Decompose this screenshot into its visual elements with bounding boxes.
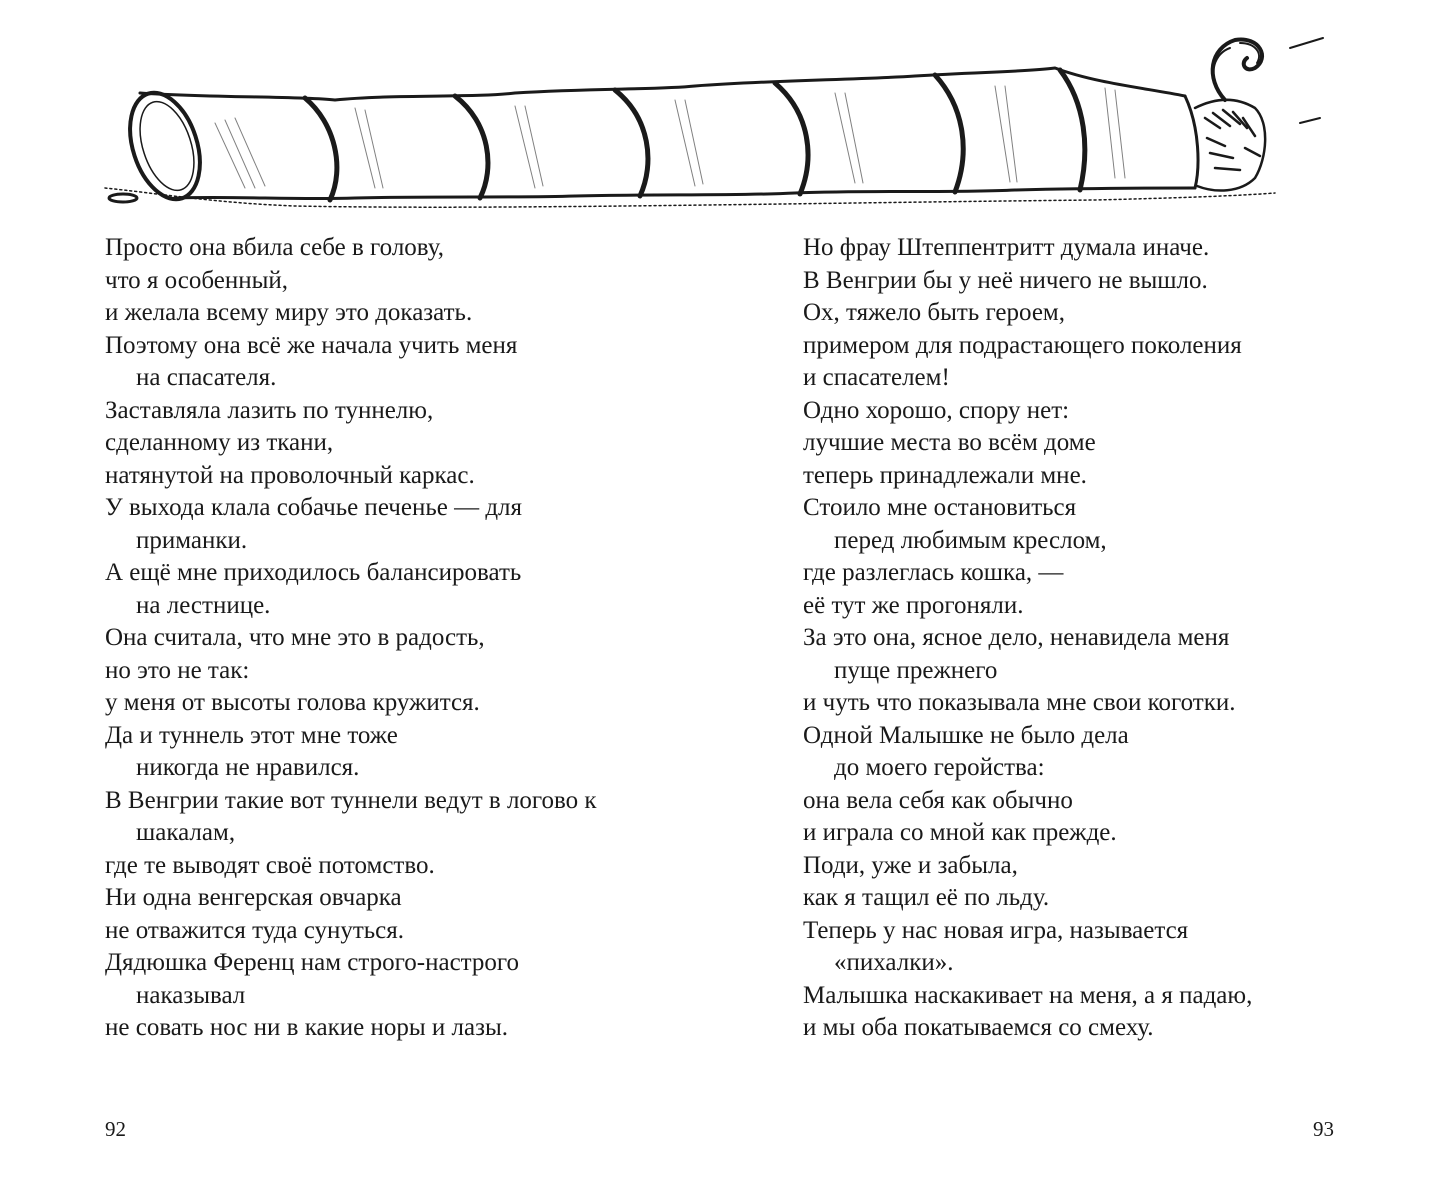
text-line: Поди, уже и забыла, (803, 851, 1018, 879)
text-line: у меня от высоты голова кружится. (105, 689, 480, 716)
text-line: В Венгрии такие вот туннели ведут в логово к (105, 786, 597, 814)
text-line: пуще прежнего (834, 656, 998, 684)
text-line: как я тащил её по льду. (803, 884, 1050, 911)
text-line: на спасателя. (136, 364, 277, 391)
text-line: Одно хорошо, спору нет: (803, 396, 1070, 424)
text-line: и чуть что показывала мне свои коготки. (803, 689, 1236, 716)
text-line: и желала всему миру это доказать. (105, 299, 473, 326)
text-line: не совать нос ни в какие норы и лазы. (105, 1014, 509, 1041)
right-page-text (803, 232, 1363, 1045)
text-line: где разлеглась кошка, — (803, 559, 1064, 586)
text-line: Поэтому она всё же начала учить меня (105, 331, 518, 359)
text-line: Одной Малышке не было дела (803, 721, 1129, 749)
text-line: и спасателем! (803, 364, 950, 391)
text-line: За это она, ясное дело, ненавидела меня (803, 624, 1230, 651)
left-page-text (105, 232, 705, 1045)
text-line: Стоило мне остановиться (803, 494, 1077, 521)
text-line: Малышка наскакивает на меня, а я падаю, (803, 981, 1253, 1009)
text-line: А ещё мне приходилось балансировать (105, 559, 522, 586)
text-line: «пихалки». (834, 949, 954, 976)
text-line: и играла со мной как прежде. (803, 819, 1117, 846)
text-line: наказывал (136, 981, 246, 1009)
text-line: теперь принадлежали мне. (803, 461, 1087, 489)
text-line: но это не так: (105, 656, 250, 684)
text-line: перед любимым креслом, (834, 526, 1107, 554)
text-line: Ох, тяжело быть героем, (803, 299, 1065, 326)
page-number-left: 92 (105, 1117, 126, 1141)
text-line: сделанному из ткани, (105, 429, 334, 456)
text-line: Да и туннель этот мне тоже (105, 721, 398, 749)
text-line: Просто она вбила себе в голову, (105, 234, 445, 261)
text-line: не отважится туда сунуться. (105, 916, 405, 944)
text-line: Теперь у нас новая игра, называется (803, 916, 1189, 944)
text-line: до моего геройства: (834, 754, 1045, 781)
text-line: Ни одна венгерская овчарка (105, 884, 402, 911)
text-line: и мы оба покатываемся со смеху. (803, 1014, 1154, 1041)
text-line: она вела себя как обычно (803, 786, 1073, 814)
text-line: натянутой на проволочный каркас. (105, 461, 475, 489)
text-line: У выхода клала собачье печенье — для (105, 494, 523, 521)
text-line: Заставляла лазить по туннелю, (105, 396, 434, 424)
text-line: никогда не нравился. (136, 754, 360, 781)
text-line: Она считала, что мне это в радость, (105, 624, 485, 651)
text-line: приманки. (136, 526, 248, 554)
text-line: лучшие места во всём доме (803, 429, 1096, 456)
text-line: на лестнице. (136, 591, 271, 619)
text-line: В Венгрии бы у неё ничего не вышло. (803, 266, 1208, 294)
text-line: Но фрау Штеппентритт думала иначе. (803, 234, 1210, 261)
text-line: что я особенный, (105, 266, 289, 294)
text-line: где те выводят своё потомство. (105, 851, 435, 879)
tunnel-illustration (95, 28, 1355, 228)
text-line: Дядюшка Ференц нам строго-настрого (105, 949, 520, 976)
page-number-right: 93 (1313, 1117, 1334, 1141)
text-line: примером для подрастающего поколения (803, 331, 1242, 359)
text-line: шакалам, (136, 819, 236, 846)
text-line: её тут же прогоняли. (803, 591, 1024, 619)
